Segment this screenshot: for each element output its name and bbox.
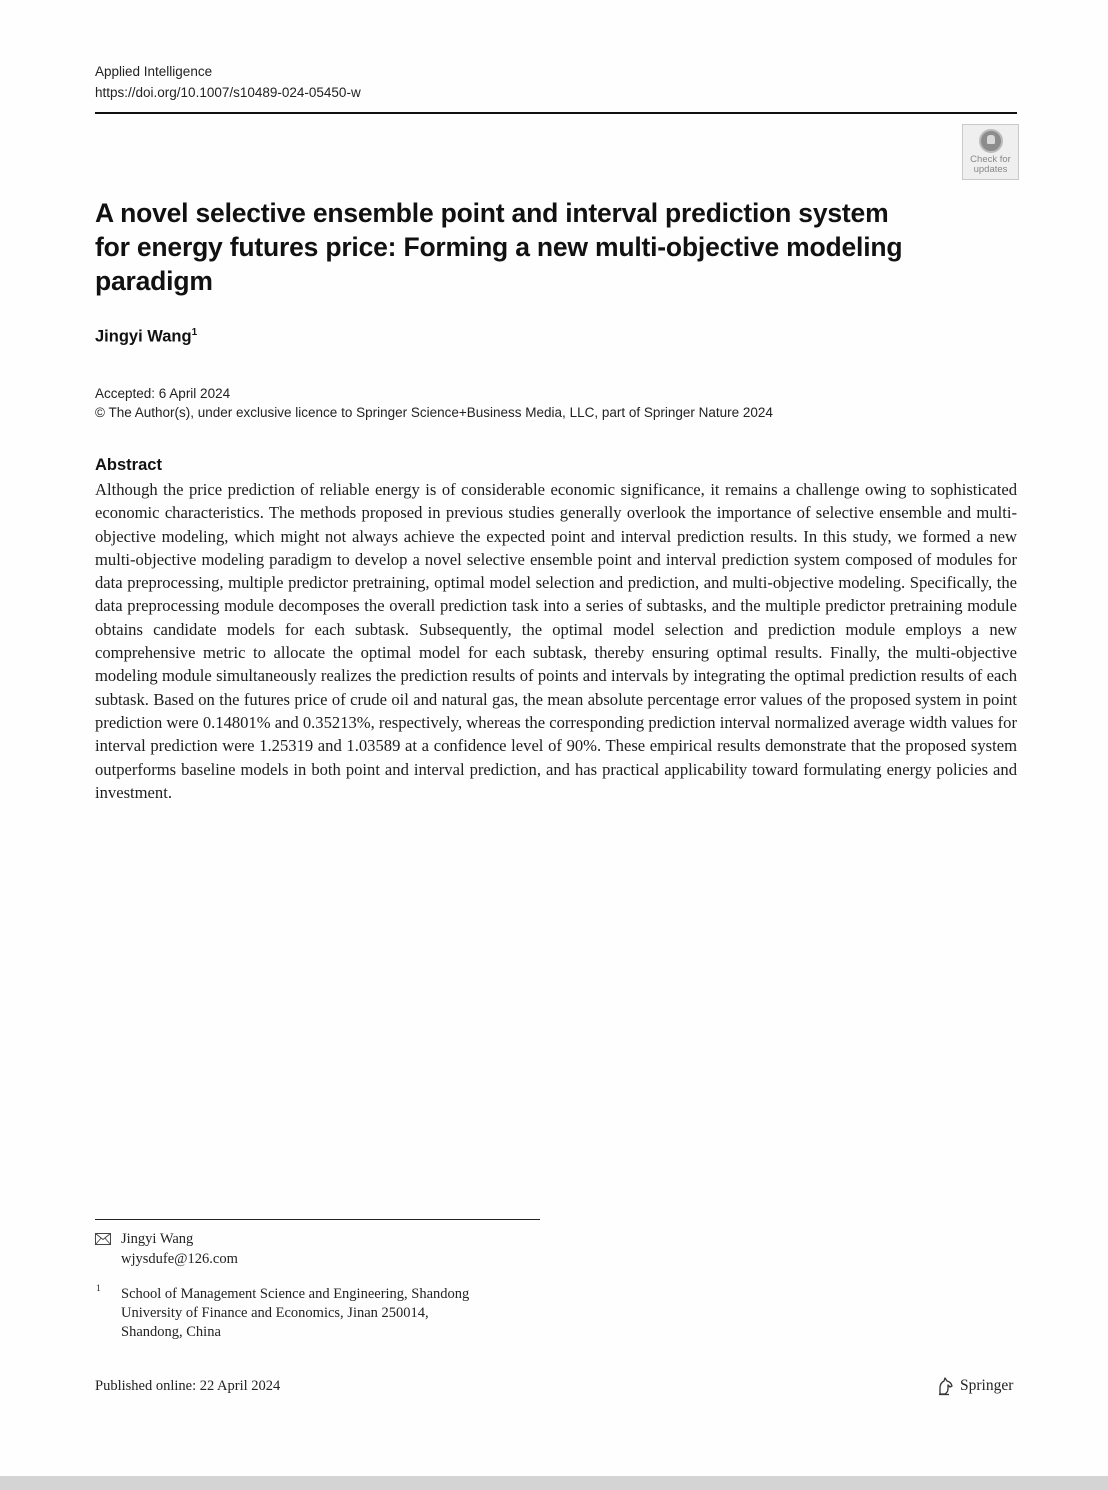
author-name[interactable]: Jingyi Wang <box>95 327 192 346</box>
affiliation-line: University of Finance and Economics, Jinan 250014, <box>121 1305 429 1321</box>
affiliation-line: School of Management Science and Engineering, Shandong <box>121 1286 470 1302</box>
check-for-updates-text: Check for updates <box>970 154 1011 175</box>
publisher-name: Springer <box>960 1377 1014 1394</box>
title-line: for energy futures price: Forming a new multi-objective modeling <box>95 232 903 262</box>
bookmark-icon <box>979 129 1003 153</box>
header-rule <box>95 112 1017 114</box>
abstract-text: Although the price prediction of reliable energy is of considerable economic significance, it remains a challenge owing to sophisticated economic characteristics. The methods proposed in previous studies generally overlook the importance of selective ensemble and multi-objective modeling, which might not always achieve the expected point and interval prediction results. In this study, we formed a new multi-objective modeling paradigm to develop a novel selective ensemble point and interval prediction system composed of modules for data preprocessing, multiple predictor pretraining, optimal model selection and prediction, and multi-objective modeling. Specifically, the data preprocessing module decomposes the overall prediction task into a series of subtasks, and the multiple predictor pretraining module obtains candidate models for each subtask. Subsequently, the optimal model selection and prediction module employs a new comprehensive metric to allocate the optimal model for each subtask, thereby ensuring optimal results. Finally, the multi-objective modeling module simultaneously realizes the prediction results of points and intervals by integrating the optimal prediction results of each subtask. Based on the futures price of crude oil and natural gas, the mean absolute percentage error values of the proposed system in point prediction were 0.14801% and 0.35213%, respectively, whereas the corresponding prediction interval normalized average width values for interval prediction were 1.25319 and 1.03589 at a confidence level of 90%. These empirical results demonstrate that the proposed system outperforms baseline models in both point and interval prediction, and has practical applicability toward formulating energy policies and investment. <box>95 480 1017 802</box>
title-line: paradigm <box>95 266 213 296</box>
abstract-heading: Abstract <box>95 456 162 474</box>
email-link[interactable]: wjysdufe@126.com <box>121 1251 238 1267</box>
author-line <box>95 327 197 347</box>
published-date: Published online: 22 April 2024 <box>95 1378 281 1394</box>
envelope-icon <box>95 1233 111 1245</box>
title-line: A novel selective ensemble point and interval prediction system <box>95 198 889 228</box>
accepted-date: Accepted: 6 April 2024 <box>95 386 231 401</box>
corresponding-name: Jingyi Wang <box>121 1231 194 1247</box>
corresponding-author <box>121 1229 238 1269</box>
affiliation-number: 1 <box>96 1284 101 1294</box>
copyright-notice: © The Author(s), under exclusive licence to Springer Science+Business Media, LLC, part of Springer Nature 2024 <box>95 405 773 420</box>
publisher-logo <box>937 1376 1013 1396</box>
paper-title <box>95 196 925 298</box>
affiliation <box>121 1285 541 1342</box>
affiliation-line: Shandong, China <box>121 1324 221 1340</box>
journal-header <box>95 61 361 103</box>
journal-name: Applied Intelligence <box>95 64 213 79</box>
affiliation-mark: 1 <box>191 327 198 338</box>
doi-link[interactable]: https://doi.org/10.1007/s10489-024-05450-w <box>95 85 361 100</box>
check-for-updates-badge[interactable] <box>962 124 1019 180</box>
bottom-band <box>0 1476 1108 1490</box>
springer-horse-icon <box>937 1376 955 1396</box>
footnote-rule <box>95 1219 540 1220</box>
article-meta <box>95 384 773 422</box>
